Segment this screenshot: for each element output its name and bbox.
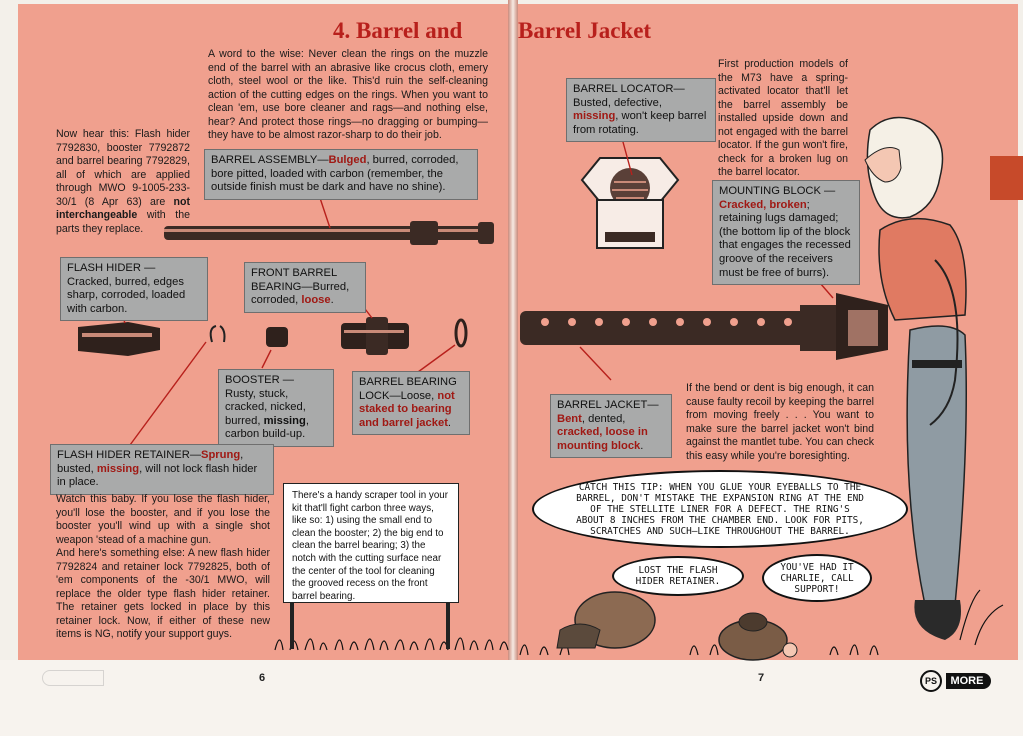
locator-rest: , won't keep barrel from rotating.	[573, 110, 707, 136]
sign-post-left	[290, 603, 294, 649]
jacket-mid: , dented,	[581, 412, 626, 425]
callout-barrel-assembly	[204, 149, 478, 200]
sign-post-right	[446, 603, 450, 649]
ps-logo-icon: PS	[920, 670, 942, 692]
callout-barrel-bearing-lock	[352, 371, 470, 435]
jacket-label: BARREL JACKET—	[557, 399, 659, 411]
more-arrow-icon	[42, 670, 104, 686]
retainer-red2: missing	[96, 462, 140, 475]
callout-booster	[218, 369, 334, 447]
booster-bold: missing	[263, 414, 306, 427]
page-number-left: 6	[259, 672, 266, 684]
front-bearing-rest: .	[330, 294, 334, 307]
jacket-red2: cracked, loose in mounting block	[557, 426, 648, 452]
retainer-drawing	[211, 326, 225, 342]
barrel-assembly-label: BARREL ASSEMBLY—	[211, 154, 329, 166]
jacket-red1: Bent	[557, 412, 582, 425]
intro-before: Now hear this: Flash hider 7792830, booster 7792872 and barrel bearing 7792829, all of which are applied through MWO 9-1005-233-30/1 (8 Apr 63) are	[56, 128, 190, 208]
speech-bubble-tip: CATCH THIS TIP: WHEN YOU GLUE YOUR EYEBALLS TO THE BARREL, DON'T MISTAKE THE EXPANSION RING AT THE END OF THE STELLITE LINER FOR A DEFECT. THE RING'S ABOUT 8 INCHES FROM THE CHAMBER END. LOOK FOR PITS, SCRATCHES AND SUCH—LIKE THROUGHOUT THE BARREL.	[532, 470, 908, 548]
retainer-label: FLASH HIDER RETAINER—	[57, 449, 202, 461]
speech-bubble-lost: LOST THE FLASH HIDER RETAINER.	[612, 556, 744, 596]
booster-rest: , carbon build-up.	[225, 414, 309, 441]
callout-mounting-block	[712, 180, 860, 285]
intro-bold: not interchangeable	[56, 195, 190, 221]
callout-flash-hider-retainer	[50, 444, 274, 495]
barrel-jacket-drawing	[520, 283, 888, 380]
locator-red: missing	[573, 110, 616, 123]
intro-after: with the parts they replace.	[56, 209, 190, 235]
lock-red: not staked to bearing and barrel jacket	[359, 389, 455, 429]
page-title-right: Barrel Jacket	[518, 18, 652, 43]
production-paragraph: First production models of the M73 have a spring-activated locator that'll let the barrel assembly be installed upside down and not engaged with the barrel locator. If the gun won't fire, check for a broken lug on the barrel locator.	[718, 58, 848, 178]
barrel-assembly-rest: , burred, corroded, bore pitted, loaded with carbon (remember, the outside finish must be dark and have no shine).	[211, 154, 459, 194]
callout-flash-hider: FLASH HIDER — Cracked, burred, edges sharp, corroded, loaded with carbon.	[60, 257, 208, 321]
mounting-rest: ; retaining lugs damaged; (the bottom lip of the block that engages the recessed groove of the receivers must be free of burrs).	[719, 198, 851, 279]
locator-label: BARREL LOCATOR—Busted, defective,	[573, 83, 685, 109]
bottom-paragraph-1: Watch this baby. If you lose the flash hider, you'll lose the booster, and if you lose the booster you'll wind up with a single shot weapon 'stead of a machine gun.	[56, 493, 270, 546]
retainer-mid: , busted,	[57, 449, 244, 475]
bottom-paragraph-2: And here's something else: A new flash hider 7792824 and retainer lock 7792825, both of 'em components of the -30/1 MWO, will replace the older type flash hider retainer. The retainer gets locked in place by this retainer lock. Now, if either of these new items is NG, notify your support guys.	[56, 547, 270, 640]
booster-drawing	[262, 327, 288, 368]
mounting-red: Cracked, broken	[719, 198, 807, 211]
more-continue-marker	[920, 670, 1000, 690]
booster-label: BOOSTER — Rusty, stuck, cracked, nicked, burred,	[225, 374, 306, 427]
soldiers-illustration	[557, 592, 797, 660]
page-title-left: 4. Barrel and	[333, 18, 463, 43]
more-marker-showthrough	[42, 670, 122, 690]
more-label: MORE	[946, 673, 991, 689]
callout-barrel-locator	[566, 78, 716, 142]
scraper-tool-sign: There's a handy scraper tool in your kit that'll fight carbon three ways, like so: 1) using the small end to clean the booster; 2) the big end to clean the barrel bearing; 3) the notch with the cutting surface near the center of the tool for cleaning the grooved recess on the front barrel bearing.	[283, 483, 459, 603]
intro-paragraph	[56, 128, 190, 236]
lock-label: BARREL BEARING LOCK—Loose,	[359, 376, 457, 402]
retainer-rest: , will not lock flash hider in place.	[57, 462, 258, 489]
barrel-bearing-lock-drawing	[418, 320, 466, 372]
jacket-rest: .	[640, 439, 644, 452]
retainer-pointer	[130, 342, 206, 445]
grass-left	[275, 638, 508, 650]
speech-bubble-charlie: YOU'VE HAD IT CHARLIE, CALL SUPPORT!	[762, 554, 872, 602]
front-bearing-label: FRONT BARREL BEARING—Burred, corroded,	[251, 267, 350, 307]
page-number-right: 7	[758, 672, 765, 684]
barrel-assembly-drawing	[164, 198, 494, 245]
retainer-red1: Sprung	[201, 449, 241, 461]
callout-front-barrel-bearing	[244, 262, 366, 313]
barrel-locator-drawing	[582, 131, 678, 248]
mounting-label: MOUNTING BLOCK —	[719, 185, 836, 197]
front-bearing-red: loose	[301, 294, 331, 307]
bend-paragraph: If the bend or dent is big enough, it can cause faulty recoil by keeping the barrel from moving freely . . . You want to make sure the barrel jacket won't bind against the mantlet tube. You can check this easy while you're boresighting.	[686, 382, 874, 462]
lock-rest: .	[447, 416, 452, 429]
callout-barrel-jacket	[550, 394, 672, 458]
warning-paragraph: A word to the wise: Never clean the rings on the muzzle end of the barrel with an abrasive like crocus cloth, emery cloth, steel wool or the like. This'd ruin the self-cleaning action of the cutting edges on the rings. When you want to clean 'em, use bore cleaner and rags—and nothing else, hear? And protect those rings—no dragging or bumping—they have to be almost razor-sharp to do their job.	[208, 48, 488, 141]
woman-illustration	[865, 118, 966, 641]
barrel-assembly-red: Bulged	[328, 154, 367, 166]
